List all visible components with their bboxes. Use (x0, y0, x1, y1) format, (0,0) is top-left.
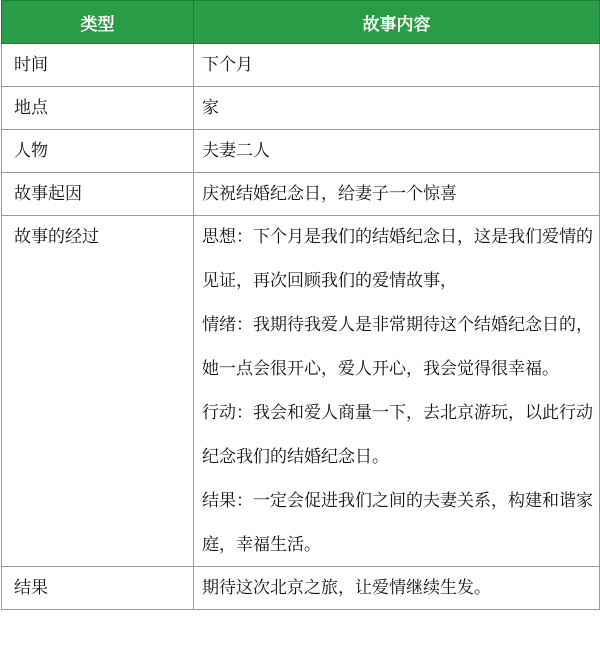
row-label-time: 时间 (2, 44, 194, 87)
row-content-people: 夫妻二人 (194, 130, 600, 173)
row-label-process: 故事的经过 (2, 216, 194, 567)
header-content: 故事内容 (194, 1, 600, 44)
row-label-result: 结果 (2, 567, 194, 610)
table-row (2, 87, 600, 130)
process-emotion: 情绪：我期待我爱人是非常期待这个结婚纪念日的，她一点会很开心，爱人开心，我会觉得很幸福。 (202, 315, 593, 379)
process-thought: 思想：下个月是我们的结婚纪念日，这是我们爱情的见证，再次回顾我们的爱情故事， (202, 227, 593, 291)
table-row (2, 216, 600, 567)
process-action: 行动：我会和爱人商量一下，去北京游玩，以此行动纪念我们的结婚纪念日。 (202, 403, 593, 467)
header-type: 类型 (2, 1, 194, 44)
table-row (2, 44, 600, 87)
header-row (2, 1, 600, 44)
row-content-result: 期待这次北京之旅，让爱情继续生发。 (194, 567, 600, 610)
row-label-cause: 故事起因 (2, 173, 194, 216)
row-label-place: 地点 (2, 87, 194, 130)
row-content-place: 家 (194, 87, 600, 130)
table-row (2, 130, 600, 173)
process-result: 结果：一定会促进我们之间的夫妻关系，构建和谐家庭，幸福生活。 (202, 491, 593, 555)
row-content-cause: 庆祝结婚纪念日，给妻子一个惊喜 (194, 173, 600, 216)
table-row (2, 567, 600, 610)
row-label-people: 人物 (2, 130, 194, 173)
row-content-process (194, 216, 600, 567)
row-content-time: 下个月 (194, 44, 600, 87)
table-row (2, 173, 600, 216)
story-table (1, 0, 600, 610)
